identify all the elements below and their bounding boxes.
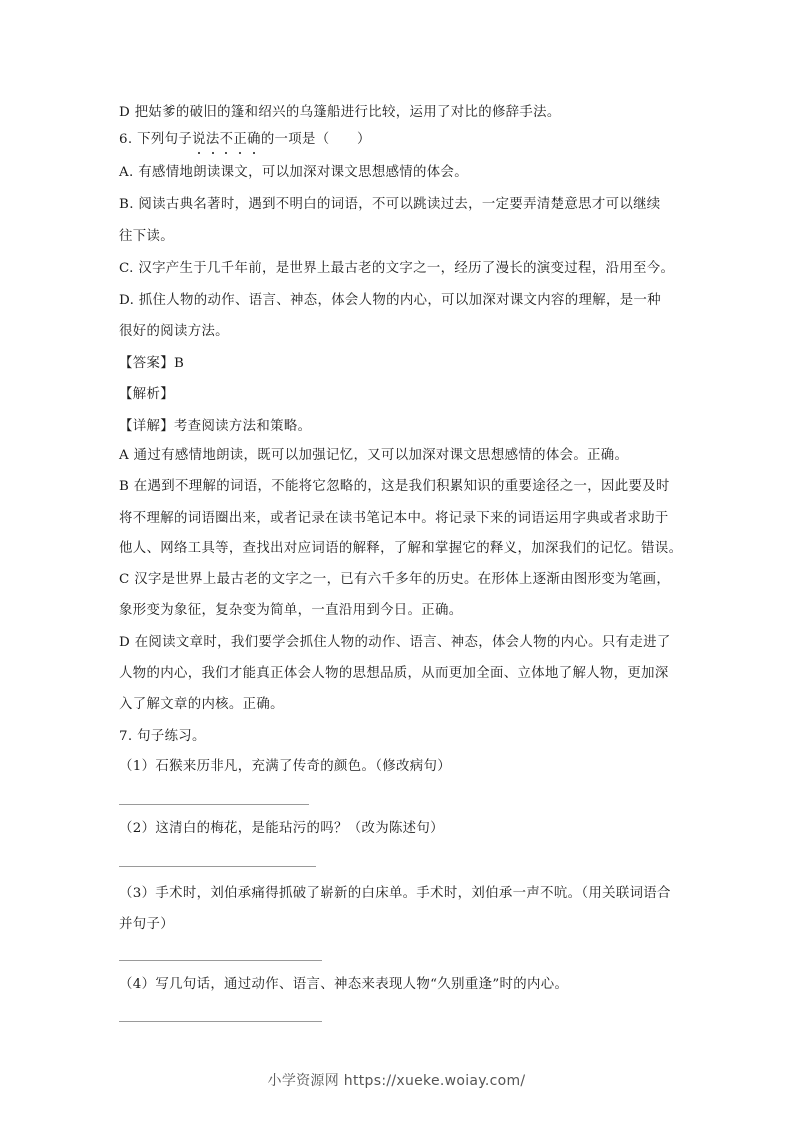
answer-blank-1[interactable] [119,804,309,805]
emphasis-char: 不 [219,132,234,147]
answer-blank-3[interactable] [119,960,322,961]
emphasis-char: 确 [247,132,261,147]
explanation-a: A 通过有感情地朗读，既可以加强记忆，又可以加深对课文思想感情的体会。正确。 [119,448,629,463]
question-7-item-3-line1: （3）手术时，刘伯承痛得抓破了崭新的白床单。手术时，刘伯承一声不吭。（用关联词语合 [119,886,671,901]
explanation-d-line2: 人物的内心，我们才能真正体会人物的思想品质，从而更加全面、立体地了解人物，更加深 [119,666,669,681]
explanation-d-line1: D 在阅读文章时，我们要学会抓住人物的动作、语言、神态，体会人物的内心。只有走进了 [119,635,671,650]
emphasis-char: 法 [205,132,220,147]
emphasis-char: 说 [192,132,206,147]
question-6-stem-before: 下列句子 [137,132,193,147]
answer-label: 【答案】B [119,356,185,371]
question-7-item-1: （1）石猴来历非凡，充满了传奇的颜色。（修改病句） [119,759,451,774]
explanation-b-line2: 将不理解的词语圈出来，或者记录在读书笔记本中。将记录下来的词语运用字典或者求助于 [119,511,669,526]
question-6-stem [119,131,793,149]
question-6-option-c: C. 汉字产生于几千年前，是世界上最古老的文字之一，经历了漫长的演变过程，沿用至今。 [119,261,675,276]
analysis-label: 【解析】 [119,387,174,402]
question-7-item-4: （4）写几句话，通过动作、语言、神态来表现人物“久别重逢”时的内心。 [119,977,569,992]
explanation-d-line3: 入了解文章的内核。正确。 [119,697,284,712]
prev-question-option-d: D 把姑爹的破旧的篷和绍兴的乌篷船进行比较，运用了对比的修辞手法。 [119,105,561,120]
explanation-c-line1: C 汉字是世界上最古老的文字之一，已有六千多年的历史。在形体上逐渐由图形变为笔画， [119,572,671,587]
question-6-option-a: A. 有感情地朗读课文，可以加深对课文思想感情的体会。 [119,165,469,180]
question-6-number: 6. [119,132,133,147]
question-7-item-3-line2: 并句子） [119,917,174,932]
explanation-b-line1: B 在遇到不理解的词语，不能将它忽略的，这是我们积累知识的重要途径之一，因此要及时 [119,479,670,494]
emphasis-char: 正 [233,132,248,147]
explanation-b-line3: 他人、网络工具等，查找出对应词语的解释，了解和掌握它的释义，加深我们的记忆。错误。 [119,541,683,556]
answer-blank-2[interactable] [119,866,316,867]
question-7-item-2: （2）这清白的梅花，是能玷污的吗？（改为陈述句） [119,821,444,836]
explanation-c-line2: 象形变为象征，复杂变为简单，一直沿用到今日。正确。 [119,603,463,618]
question-6-stem-after: 的一项是（ ） [260,132,371,147]
question-6-option-b-line1: B. 阅读古典名著时，遇到不明白的词语，不可以跳读过去，一定要弄清楚意思才可以继续 [119,197,661,212]
footer-watermark: 小学资源网 https://xueke.woiay.com/ [267,1073,526,1089]
question-7-title: 7. 句子练习。 [119,729,206,744]
question-6-option-b-line2: 往下读。 [119,229,174,244]
answer-blank-4[interactable] [119,1021,322,1022]
question-6-option-d-line1: D. 抓住人物的动作、语言、神态，体会人物的内心，可以加深对课文内容的理解，是一种 [119,293,661,308]
question-6-option-d-line2: 很好的阅读方法。 [119,324,229,339]
detail-label: 【详解】考查阅读方法和策略。 [119,419,312,434]
